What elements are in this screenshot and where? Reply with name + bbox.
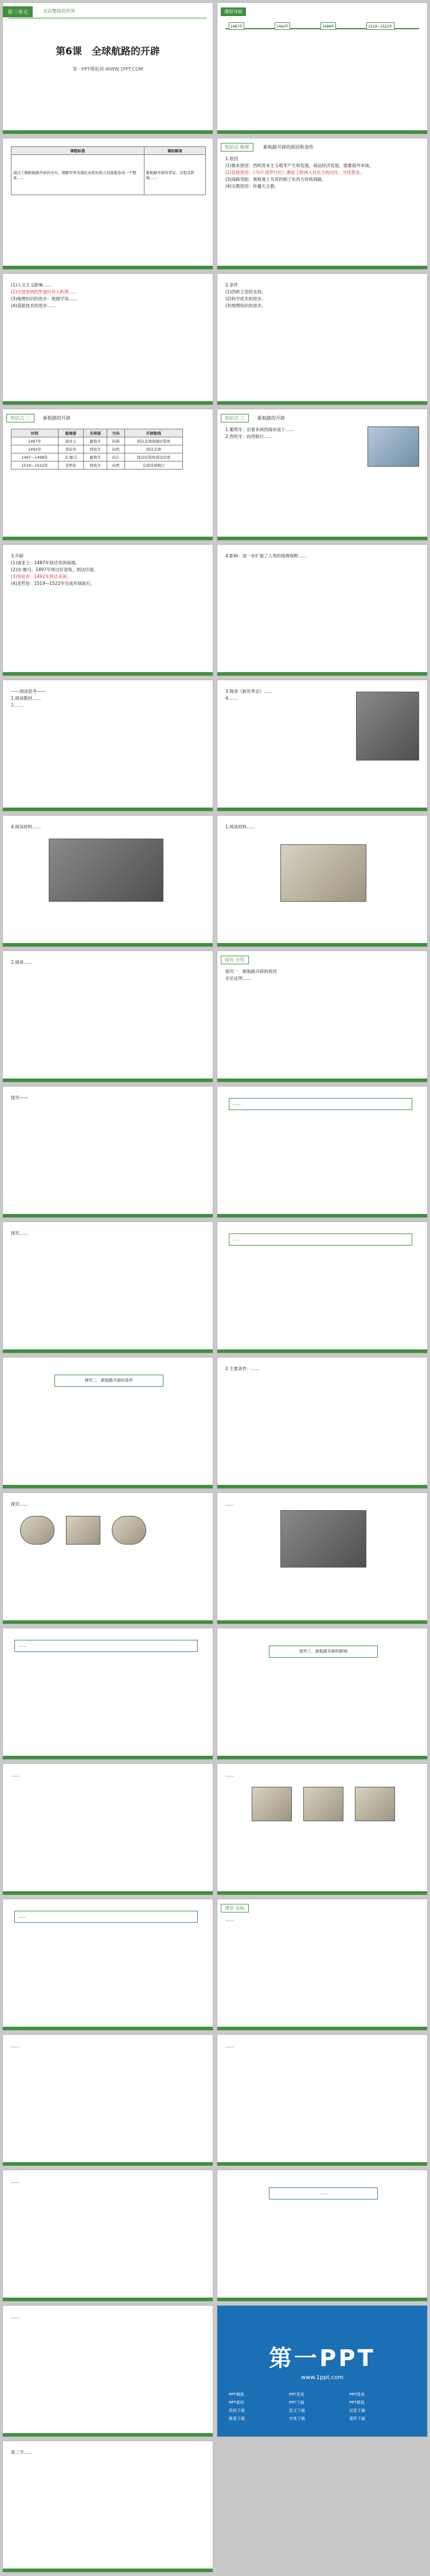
section-heading-box: 探究二 新航路开辟的条件	[54, 1375, 163, 1387]
slide-3[interactable]	[2, 138, 213, 270]
promo-link[interactable]: PPT背景	[289, 2392, 304, 2397]
promo-link[interactable]: 教案下载	[229, 2416, 245, 2421]
table-cell: 到达非洲南端好望角	[124, 437, 182, 445]
bottom-bar	[217, 2298, 427, 2301]
slide-34[interactable]	[217, 2170, 428, 2302]
text-line: (4)麦哲伦：1519—1522年完成环球航行。	[11, 581, 95, 586]
bottom-bar	[3, 266, 213, 269]
table-cell: 向西	[107, 445, 124, 453]
section-heading-box: ……	[269, 2187, 378, 2199]
text-line: 第三节……	[11, 2450, 33, 2455]
bottom-bar	[217, 672, 427, 676]
bottom-bar	[3, 2569, 213, 2572]
bottom-bar	[3, 808, 213, 811]
table-cell: 葡萄牙	[84, 453, 107, 461]
table-cell: 迪亚士	[58, 437, 83, 445]
slide-31[interactable]	[2, 2034, 213, 2166]
slide-16[interactable]	[217, 951, 428, 1083]
bottom-bar	[217, 943, 427, 946]
text-line: 史论证明……	[225, 976, 251, 981]
bottom-bar	[3, 2298, 213, 2301]
section-tag: 知识点 二	[6, 414, 34, 422]
table-row	[11, 461, 183, 470]
bottom-bar	[217, 401, 427, 405]
table-cell: 西班牙	[84, 445, 107, 453]
text-line: 1.阅读材料……	[225, 824, 256, 829]
text-line: 1.阅读教材……	[11, 696, 41, 701]
text-line: (4)造船技术的进步……	[11, 303, 56, 308]
bottom-bar	[217, 1620, 427, 1624]
text-line: ——阅读思考——	[11, 689, 45, 694]
text-line: (1)根本原因：西欧资本主义萌芽产生和发展，商品经济发展，需要海外市场。	[225, 163, 374, 168]
text-line: (1)迪亚士：1487年到达非洲南端。	[11, 560, 80, 565]
table-cell: 1497—1498年	[11, 453, 58, 461]
photo-image	[356, 692, 419, 761]
bottom-bar	[217, 266, 427, 269]
slide-30[interactable]	[217, 1899, 428, 2031]
table-cell: 向东	[107, 453, 124, 461]
bottom-bar	[217, 1078, 427, 1082]
section-title: 新航路的开辟	[43, 416, 71, 421]
slide-13[interactable]	[2, 815, 213, 947]
slide-26[interactable]	[217, 1628, 428, 1760]
bottom-bar	[3, 1485, 213, 1488]
text-line: 1.原因	[225, 156, 239, 161]
promo-link[interactable]: 试卷下载	[349, 2408, 366, 2413]
text-line: ……	[225, 1502, 234, 1507]
section-tag: 课程导航	[221, 7, 246, 16]
text-line: (3)商路受阻：奥斯曼土耳其控制了东西方传统商路。	[225, 177, 326, 182]
table-cell: 新航路开辟的背景、过程及影响……	[144, 155, 205, 195]
promo-link[interactable]: PPT教程	[349, 2400, 365, 2405]
bottom-bar	[3, 1756, 213, 1759]
slide-28[interactable]	[217, 1763, 428, 1895]
table-cell: 哥伦布	[58, 445, 83, 453]
standards-table	[11, 146, 206, 195]
slide-33[interactable]	[2, 2170, 213, 2302]
table-header: 时间	[11, 429, 58, 437]
text-line: ……	[225, 2043, 234, 2049]
text-line: 2.条件	[225, 282, 239, 288]
slide-15[interactable]	[2, 951, 213, 1083]
slide-20[interactable]	[217, 1221, 428, 1353]
promo-link[interactable]: 资料下载	[229, 2408, 245, 2413]
brand-url[interactable]: www.1ppt.com	[300, 2375, 344, 2381]
bottom-bar	[3, 2162, 213, 2166]
promo-links	[229, 2392, 416, 2422]
slide-35[interactable]	[2, 2305, 213, 2437]
table-cell: 完成环球航行	[124, 461, 182, 470]
photo-image	[49, 839, 163, 902]
bottom-bar	[217, 1756, 427, 1759]
table-header: 课程标准	[11, 147, 144, 155]
section-title: 新航路开辟的原因和条件	[263, 145, 314, 150]
table-row	[11, 453, 183, 461]
slide-12[interactable]	[217, 680, 428, 812]
text-line: 探究——	[11, 1095, 28, 1100]
text-line: (2)直接原因：《马可·波罗行纪》激起了欧洲人对东方的向往，寻找黄金。	[225, 170, 364, 175]
table-cell: 葡萄牙	[84, 437, 107, 445]
text-line: ……	[11, 2179, 19, 2184]
lesson-title: 第6课 全球航路的开辟	[56, 46, 160, 57]
bottom-bar	[217, 2162, 427, 2166]
answer-box: ……	[14, 1911, 198, 1923]
portrait-image	[303, 1787, 343, 1821]
bottom-bar	[3, 943, 213, 946]
bottom-bar	[3, 401, 213, 405]
promo-link[interactable]: PPT下载	[289, 2400, 304, 2405]
footer-url: 第一PPT模板网-WWW.1PPT.COM	[72, 67, 143, 72]
slide-17[interactable]	[2, 1086, 213, 1218]
table-cell: 1519—1522年	[11, 461, 58, 470]
section-tag: 课堂 达标	[221, 1904, 249, 1912]
slide-9[interactable]	[2, 544, 213, 676]
bottom-bar	[3, 537, 213, 540]
slide-grid	[2, 2, 428, 2576]
table-row	[11, 437, 183, 445]
text-line: 3.阅读《新世界志》……	[225, 689, 273, 694]
answer-box: ……	[229, 1098, 412, 1110]
slide-14[interactable]	[217, 815, 428, 947]
slide-2[interactable]	[217, 2, 428, 134]
slide-6[interactable]	[217, 273, 428, 405]
ship-image	[66, 1516, 100, 1545]
text-line: 4.影响：进一步扩展了人类的地理视野……	[225, 553, 307, 558]
globe-image	[112, 1516, 146, 1545]
text-line: (3)地理知识的进步：地圆学说……	[11, 296, 77, 301]
slide-19[interactable]	[2, 1221, 213, 1353]
slide-22[interactable]	[217, 1357, 428, 1489]
text-line: 2.主要条件：……	[225, 1366, 260, 1371]
bottom-bar	[3, 2433, 213, 2437]
table-cell: 达·伽马	[58, 453, 83, 461]
slide-23[interactable]	[2, 1492, 213, 1624]
photo-image	[280, 844, 366, 902]
text-line: ……	[225, 1772, 234, 1778]
text-line: ……	[11, 2043, 19, 2049]
slide-25[interactable]	[2, 1628, 213, 1760]
section-heading-box: 探究三 新航路开辟的影响	[269, 1646, 378, 1658]
table-header: 开辟航线	[124, 429, 182, 437]
bottom-bar	[217, 1349, 427, 1353]
promo-link[interactable]: PPT模板	[229, 2392, 244, 2397]
text-line: (1)西欧王室的支持。	[225, 289, 266, 294]
timeline-item: 1519—1522年	[366, 22, 394, 30]
timeline-item: 1498年	[320, 22, 336, 30]
table-row	[11, 445, 183, 453]
text-line: 2.西班牙：向西航行……	[225, 434, 273, 439]
text-line: (3)地理知识的进步。	[225, 303, 266, 308]
table-header: 支持国	[84, 429, 107, 437]
text-line: (1)人文主义影响……	[11, 282, 52, 288]
bottom-bar	[3, 1349, 213, 1353]
bottom-bar	[3, 1891, 213, 1895]
answer-box: ……	[229, 1233, 412, 1246]
slide-24[interactable]	[217, 1492, 428, 1624]
promo-link[interactable]: PPT素材	[229, 2400, 244, 2405]
slide-1[interactable]	[2, 2, 213, 134]
promo-link[interactable]: 课件下载	[349, 2416, 366, 2421]
text-line: 3.开辟	[11, 553, 24, 558]
bottom-bar	[3, 2027, 213, 2030]
promo-link[interactable]: 范文下载	[289, 2408, 306, 2413]
text-line: 4.……	[225, 696, 239, 701]
table-cell: 向南	[107, 437, 124, 445]
compass-image	[20, 1516, 54, 1545]
text-line: (2)科学技术的进步。	[225, 296, 266, 301]
slide-4[interactable]	[217, 138, 428, 270]
text-line: (2)达·伽马：1497年绕过好望角，到达印度。	[11, 567, 99, 572]
section-title: 新航路的开辟	[257, 416, 285, 421]
table-cell: 1492年	[11, 445, 58, 453]
slide-8[interactable]	[217, 409, 428, 541]
table-header: 方向	[107, 429, 124, 437]
slide-27[interactable]	[2, 1763, 213, 1895]
promo-link[interactable]: PPT图表	[349, 2392, 365, 2397]
bottom-bar	[217, 2027, 427, 2030]
text-line: 探究……	[11, 1231, 28, 1236]
unit-badge: 第三单元	[3, 6, 33, 17]
bottom-bar	[3, 1078, 213, 1082]
text-line: 探究……	[11, 1502, 28, 1507]
bottom-bar	[3, 1214, 213, 1217]
bottom-bar	[3, 130, 213, 134]
text-line: (4)宗教原因：传播天主教。	[225, 184, 279, 189]
table-cell: 到达美洲	[124, 445, 182, 453]
section-tag: 探究 合作	[221, 956, 249, 964]
bottom-bar	[217, 1485, 427, 1488]
bottom-bar	[217, 1214, 427, 1217]
table-cell: 麦哲伦	[58, 461, 83, 470]
bottom-bar	[3, 1620, 213, 1624]
text-line: ……	[11, 2314, 19, 2319]
slide-37-promo[interactable]	[217, 2305, 428, 2437]
slide-32[interactable]	[217, 2034, 428, 2166]
text-line: (2)中国发明的罗盘针传入欧洲……	[11, 289, 77, 294]
section-tag: 知识点 梳理	[221, 143, 253, 152]
text-line: ……	[225, 1917, 234, 1922]
slide-11[interactable]	[2, 680, 213, 812]
portrait-image	[355, 1787, 395, 1821]
promo-link[interactable]: 字体下载	[289, 2416, 306, 2421]
text-line: 4.阅读材料……	[11, 824, 41, 829]
timeline-item: 1492年	[275, 22, 290, 30]
text-line: 1.葡萄牙：沿着非洲西海岸南下……	[225, 427, 294, 432]
voyages-table	[11, 429, 183, 470]
photo-image	[280, 1510, 366, 1568]
table-header: 课标解读	[144, 147, 205, 155]
portrait-image	[252, 1787, 292, 1821]
table-cell: 西班牙	[84, 461, 107, 470]
slide-18[interactable]	[217, 1086, 428, 1218]
table-cell: 1487年	[11, 437, 58, 445]
answer-box: ……	[14, 1640, 198, 1652]
timeline-item: 1487年	[229, 22, 244, 30]
table-cell: 通过了解新航路开辟的史实，理解世界各地区由相对孤立到逐渐连成一个整体……	[11, 155, 144, 195]
text-line: ……	[11, 1772, 19, 1778]
slide-5[interactable]	[2, 273, 213, 405]
slide-10[interactable]	[217, 544, 428, 676]
bottom-bar	[217, 130, 427, 134]
table-cell: 向西	[107, 461, 124, 470]
text-line: 2.阅读……	[11, 960, 33, 965]
slide-7[interactable]	[2, 409, 213, 541]
text-line: 探究一 新航路开辟的原因	[225, 969, 277, 974]
section-tag: 知识点 三	[221, 414, 249, 422]
slide-29[interactable]	[2, 1899, 213, 2031]
map-image	[368, 426, 419, 467]
bottom-bar	[3, 672, 213, 676]
table-header: 航海家	[58, 429, 83, 437]
bottom-bar	[217, 1891, 427, 1895]
brand-logo: 第一PPT	[269, 2345, 376, 2372]
slide-36[interactable]	[2, 2441, 213, 2573]
unit-subtitle: 走向整体的世界	[43, 9, 75, 14]
bottom-bar	[217, 808, 427, 811]
text-line: 2.……	[11, 703, 24, 708]
bottom-bar	[217, 537, 427, 540]
text-line: (3)哥伦布：1492年到达美洲。	[11, 574, 71, 579]
table-cell: 绕过好望角到达印度	[124, 453, 182, 461]
slide-21[interactable]	[2, 1357, 213, 1489]
